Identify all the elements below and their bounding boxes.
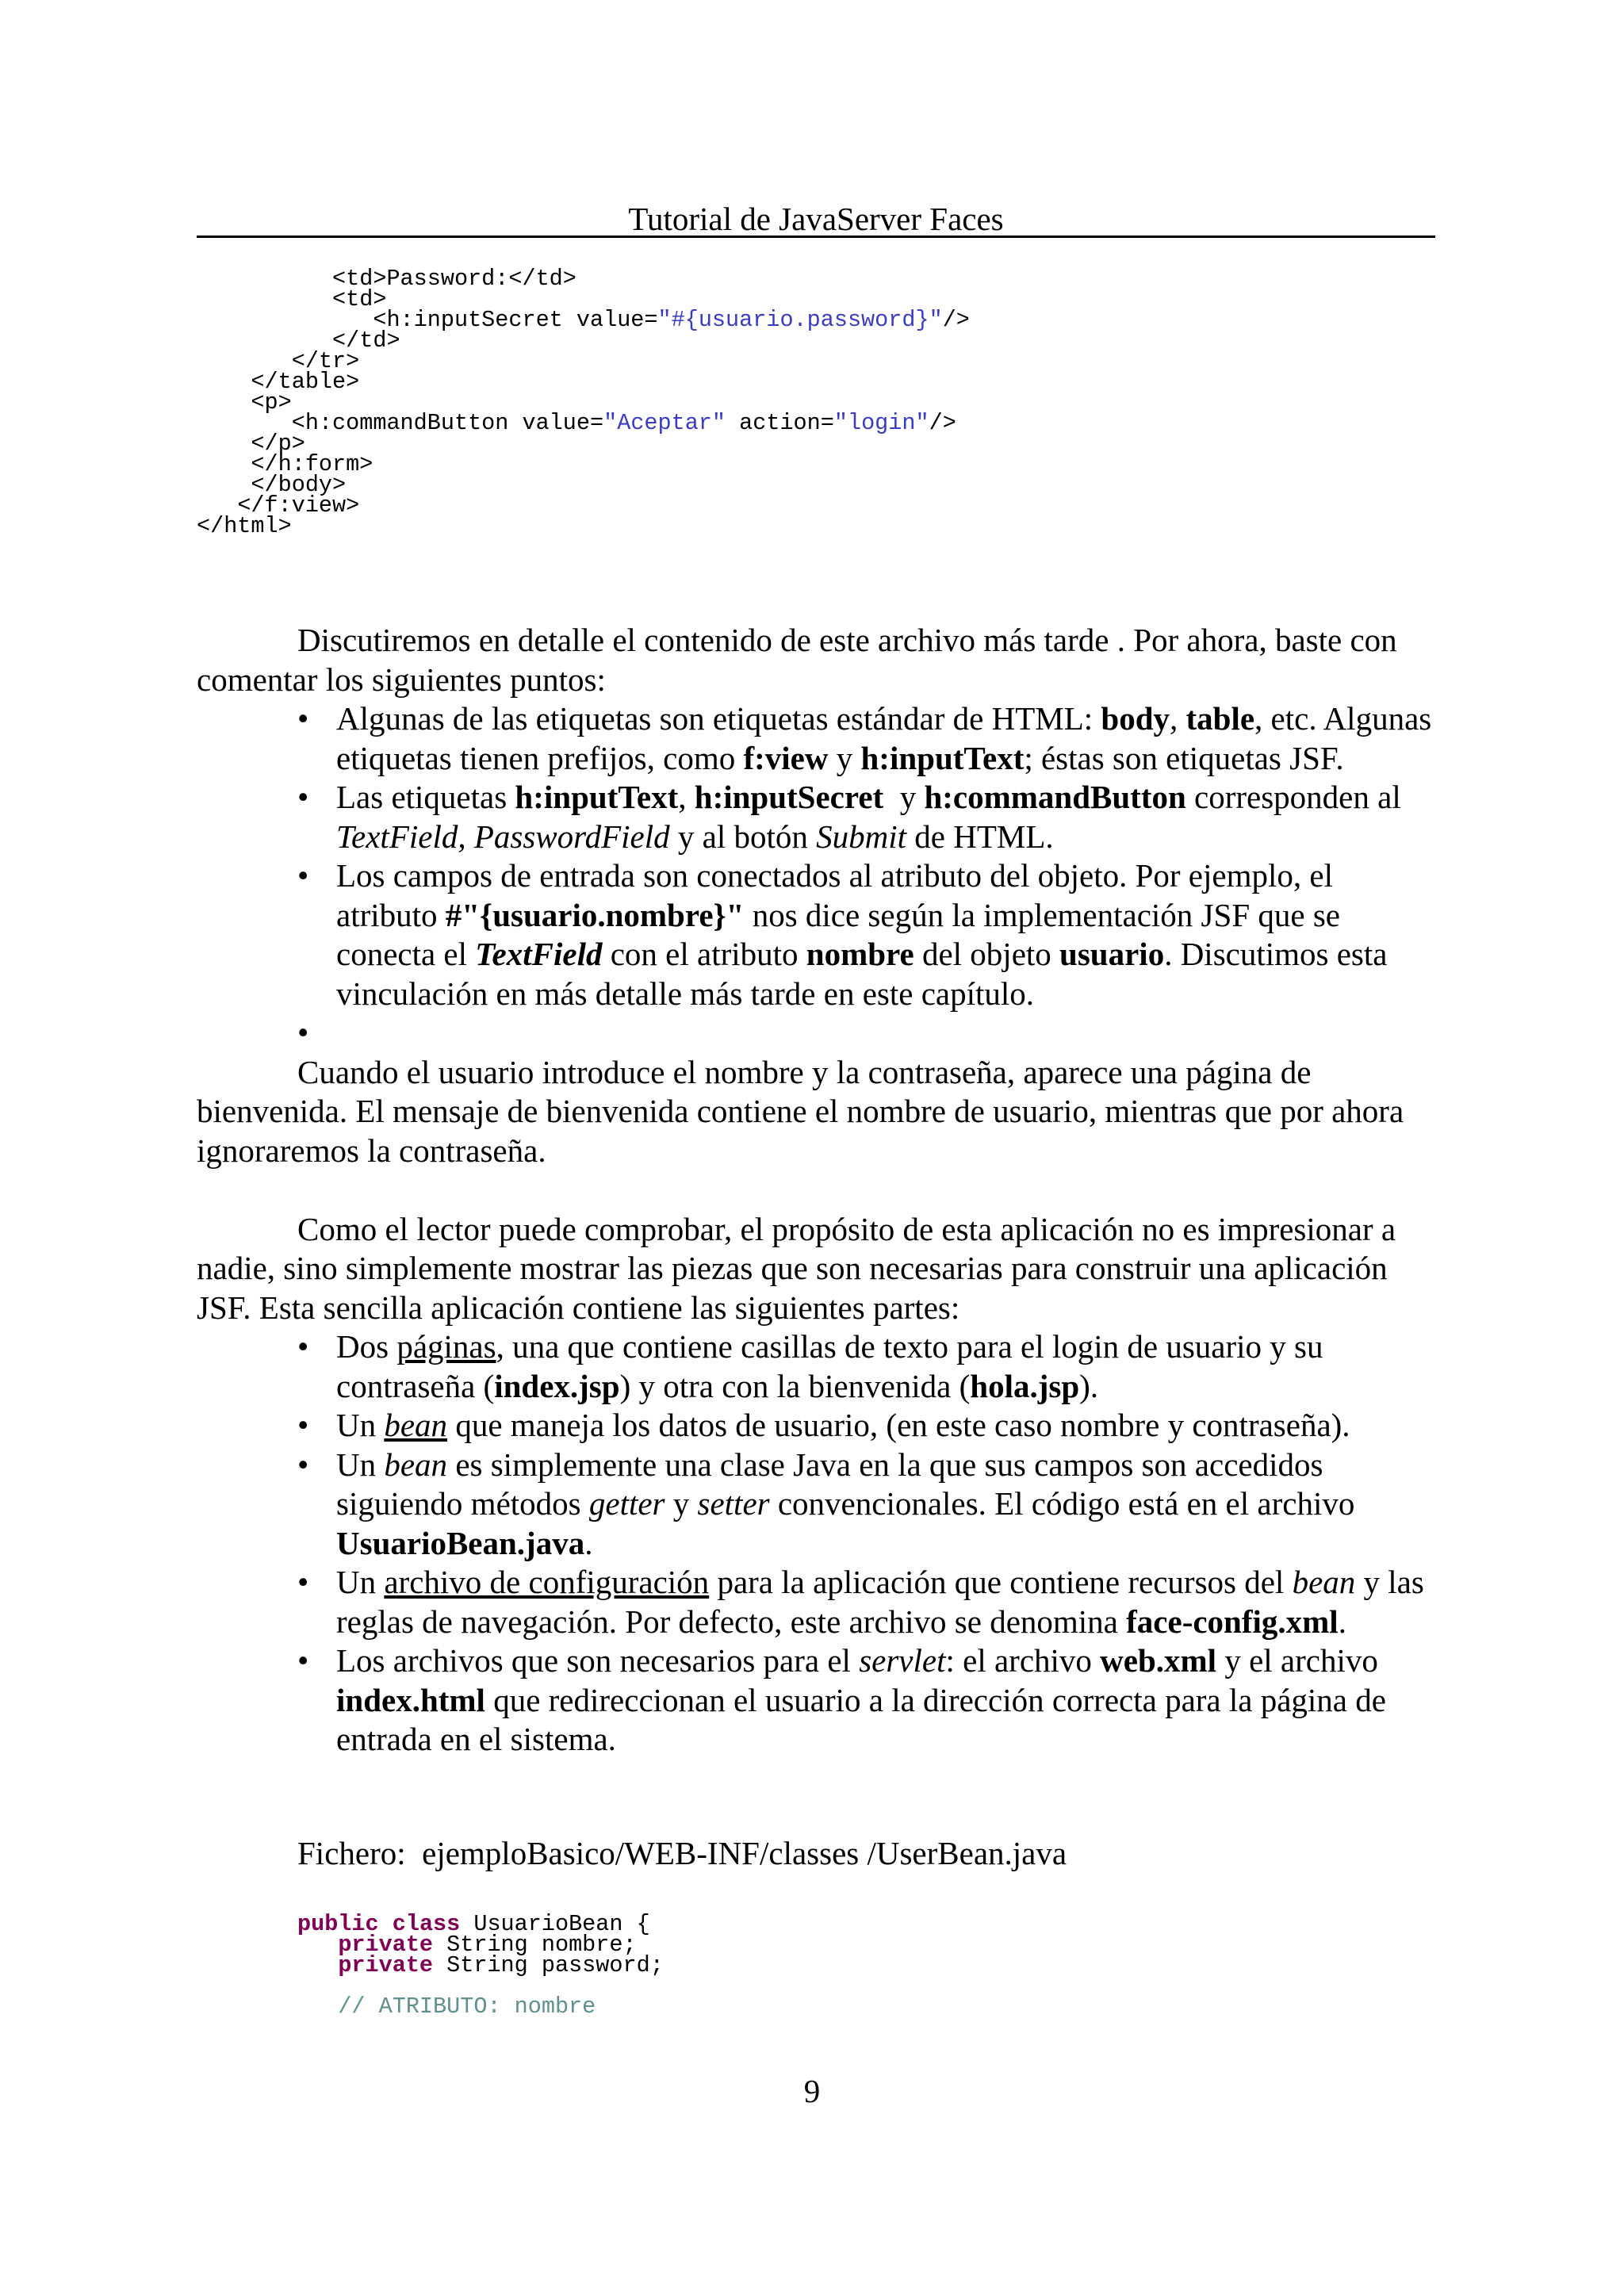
code-string: "Aceptar" (603, 410, 726, 436)
code-text: </body> (251, 472, 347, 498)
text: nos dice según la implementación JSF que se conecta el (336, 896, 1340, 972)
text: ; éstas son etiquetas JSF. (1024, 739, 1344, 776)
inline-code-term: face-config.xml (1126, 1603, 1339, 1640)
text: Dos (336, 1328, 397, 1365)
text: , (1170, 700, 1186, 737)
file-caption: Fichero: ejemploBasico/WEB-INF/classes /UserBean.java (297, 1835, 1067, 1871)
text: Un (336, 1564, 385, 1600)
bullet-list (197, 699, 1435, 1053)
link-archivo-configuracion[interactable]: archivo de configuración (384, 1564, 710, 1600)
text: corresponden al (1185, 779, 1401, 815)
text: y las reglas de navegación. Por defecto, este archivo se denomina (336, 1564, 1424, 1640)
inline-code-term: web.xml (1100, 1642, 1217, 1679)
paragraph: Discutiremos en detalle el contenido de este archivo más tarde . Por ahora, baste con comentar los siguientes puntos: (197, 622, 1397, 698)
text: . Discutimos esta vinculación en más detalle más tarde en este capítulo. (336, 936, 1388, 1012)
code-string: "login" (833, 410, 929, 436)
text: y (883, 779, 925, 815)
code-text: <h:inputSecret value= (373, 307, 658, 333)
text: que maneja los datos de usuario, (en este caso nombre y contraseña). (447, 1407, 1350, 1443)
text: que redireccionan el usuario a la dirección correcta para la página de entrada en el sistema. (336, 1681, 1386, 1757)
italic-term: bean (1292, 1564, 1356, 1600)
text: , etc. Algunas etiquetas tienen prefijos, como (336, 700, 1432, 776)
inline-code-term: index.html (336, 1681, 485, 1718)
code-keyword: private (338, 1952, 434, 1978)
code-text: </h:form> (251, 451, 373, 477)
text: convencionales. El código está en el archivo (769, 1485, 1355, 1522)
italic-term: TextField (475, 936, 603, 972)
code-line (197, 410, 970, 436)
code-string: "#{usuario.password}" (657, 307, 943, 333)
code-comment: // ATRIBUTO: nombre (338, 1993, 596, 2020)
inline-code-term: h:inputText (515, 779, 679, 815)
code-keyword: class (392, 1911, 461, 1937)
inline-code-term: h:inputText (860, 739, 1025, 776)
text: del objeto (914, 936, 1060, 972)
text: Las etiquetas (336, 779, 515, 815)
inline-code-term: index.jsp (494, 1367, 620, 1404)
code-text: <td>Password:</td> (332, 266, 576, 292)
bullet-list (197, 1327, 1435, 1760)
code-text: </f:view> (237, 492, 360, 519)
list-item-empty (336, 1013, 1435, 1053)
running-header: Tutorial de JavaServer Faces (628, 201, 1004, 237)
italic-term: Submit (816, 818, 907, 855)
paragraph: Cuando el usuario introduce el nombre y la contraseña, aparece una página de bienvenida. El mensaje de bienvenida contiene el nombre de usuario, mientras que por ahora ignoraremos la contraseña. (197, 1053, 1404, 1169)
text: Los archivos que son necesarios para el (336, 1642, 860, 1679)
code-text: /> (942, 307, 970, 333)
code-text: </html> (197, 513, 292, 539)
italic-term: servlet (859, 1642, 946, 1679)
list-item (336, 1446, 1435, 1564)
inline-code-term: hola.jsp (970, 1367, 1080, 1404)
code-keyword: public (297, 1911, 379, 1937)
code-line (197, 513, 970, 539)
code-text: String nombre; (433, 1932, 637, 1958)
code-block-jsp (197, 266, 970, 539)
text: , una que contiene casillas de texto para el login de usuario y su contraseña ( (336, 1328, 1323, 1404)
code-line (197, 492, 970, 519)
link-paginas[interactable]: páginas (396, 1328, 496, 1365)
code-line (297, 1952, 664, 1978)
text: y (828, 739, 861, 776)
code-text: String password; (433, 1952, 664, 1978)
list-item (336, 1641, 1435, 1760)
code-text: /> (929, 410, 956, 436)
text: para la aplicación que contiene recursos del (709, 1564, 1293, 1600)
list-item (336, 856, 1435, 1013)
inline-code-term: nombre (806, 936, 914, 972)
text: Los campos de entrada son conectados al atributo del objeto. Por ejemplo, el atributo (336, 857, 1333, 933)
body-text (197, 621, 1435, 1760)
text: ). (1079, 1367, 1099, 1404)
paragraph-gap (197, 1170, 1435, 1210)
list-item (336, 1406, 1435, 1446)
list-item (336, 699, 1435, 778)
code-text: </tr> (291, 348, 360, 374)
code-text: </td> (332, 327, 400, 354)
link-bean[interactable]: bean (384, 1407, 448, 1443)
inline-code-term: f:view (743, 739, 829, 776)
text: y al botón (669, 818, 817, 855)
text: , (678, 779, 695, 815)
text: Algunas de las etiquetas son etiquetas estándar de HTML: (336, 700, 1101, 737)
code-line (197, 369, 970, 395)
list-item (336, 778, 1435, 856)
list-item (336, 1563, 1435, 1641)
code-block-java (297, 1911, 664, 2020)
text: . (1338, 1603, 1346, 1640)
code-text: </table> (251, 369, 360, 395)
code-text: action= (726, 410, 834, 436)
page-number: 9 (803, 2073, 821, 2109)
inline-code-term: usuario (1059, 936, 1165, 972)
code-text: UsuarioBean { (460, 1911, 650, 1937)
inline-code-term: #"{usuario.nombre}" (445, 896, 745, 933)
paragraph: Como el lector puede comprobar, el propósito de esta aplicación no es impresionar a nadie, sino simplemente mostrar las piezas que son necesarias para construir una aplicación JSF. Esta sencilla aplicación contiene las siguientes partes: (197, 1210, 1396, 1326)
inline-code-term: h:commandButton (924, 779, 1186, 815)
code-keyword: private (338, 1932, 434, 1958)
italic-term: bean (384, 1446, 448, 1483)
code-text: <td> (332, 286, 387, 312)
text: Un (336, 1446, 385, 1483)
header-rule (197, 236, 1435, 238)
italic-term: getter (588, 1485, 665, 1522)
inline-code-term: table (1185, 700, 1255, 737)
code-text: <p> (251, 389, 292, 416)
list-item (336, 1327, 1435, 1406)
text: y (665, 1485, 698, 1522)
text: de HTML. (906, 818, 1054, 855)
text: ) y otra con la bienvenida ( (619, 1367, 971, 1404)
inline-code-term: UsuarioBean.java (336, 1524, 585, 1561)
text: es simplemente una clase Java en la que sus campos son accedidos siguiendo métodos (336, 1446, 1323, 1522)
text: : el archivo (945, 1642, 1101, 1679)
inline-code-term: body (1101, 700, 1170, 737)
text: Un (336, 1407, 385, 1443)
text: . (584, 1524, 593, 1561)
italic-term: setter (697, 1485, 770, 1522)
inline-code-term: h:inputSecret (694, 779, 884, 815)
italic-term: TextField, PasswordField (336, 818, 670, 855)
code-text: </p> (251, 431, 305, 457)
code-text: <h:commandButton value= (291, 410, 604, 436)
text: y el archivo (1216, 1642, 1378, 1679)
code-line (297, 1993, 664, 2020)
text: con el atributo (602, 936, 806, 972)
